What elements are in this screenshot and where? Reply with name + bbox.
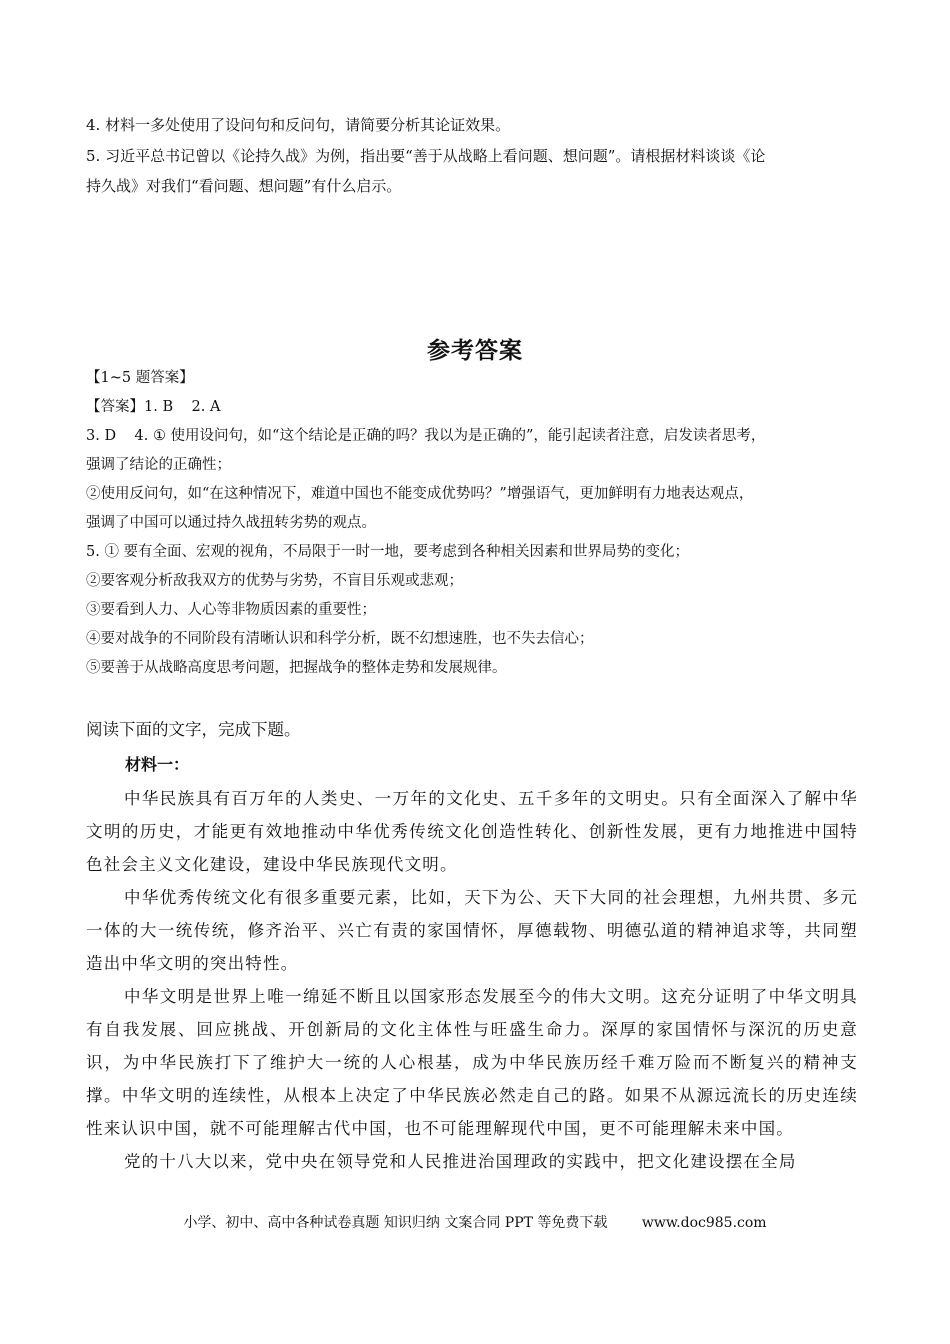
footer-url: www.doc985.com: [641, 1215, 767, 1231]
page-footer: [0, 1212, 950, 1232]
material-paragraph: 中华民族具有百万年的人类史、一万年的文化史、五千多年的文明史。只有全面深入了解中华文明的历史，才能更有效地推动中华优秀传统文化创造性转化、创新性发展，更有力地推进中国特色社会主义文化建设，建设中华民族现代文明。: [86, 789, 858, 874]
answer-line: ④要对战争的不同阶段有清晰认识和科学分析，既不幻想速胜，也不失去信心；: [86, 631, 594, 647]
material-paragraph: 党的十八大以来，党中央在领导党和人民推进治国理政的实践中，把文化建设摆在全局: [123, 1152, 797, 1171]
question-5-line2: 持久战》对我们“看问题、想问题”有什么启示。: [86, 177, 402, 195]
material-paragraph: 中华优秀传统文化有很多重要元素，比如，天下为公、天下大同的社会理想，九州共贯、多元一体的大一统传统，修齐治平、兴亡有责的家国情怀，厚德载物、明德弘道的精神追求等，共同塑造出中华文明的突出特性。: [86, 888, 858, 973]
answer-line: 3. D 4. ① 使用设问句，如“这个结论是正确的吗？我以为是正确的”，能引起读者注意，启发读者思考，: [86, 428, 766, 444]
answer-line: 强调了中国可以通过持久战扭转劣势的观点。: [86, 515, 376, 531]
answer-line: 【答案】1. B 2. A: [86, 399, 221, 415]
answer-line: 强调了结论的正确性；: [86, 457, 231, 473]
answer-line: 5. ① 要有全面、宏观的视角，不局限于一时一地，要考虑到各种相关因素和世界局势的变化；: [86, 544, 690, 560]
footer-text: 小学、初中、高中各种试卷真题 知识归纳 文案合同 PPT 等免费下载: [183, 1215, 608, 1231]
answer-header: 【1~5 题答案】: [86, 370, 194, 386]
answer-line: ②使用反问句，如“在这种情况下，难道中国也不能变成优势吗？”增强语气，更加鲜明有力地表达观点，: [86, 486, 754, 502]
answer-title: 参考答案: [427, 337, 523, 364]
answer-line: ③要看到人力、人心等非物质因素的重要性；: [86, 602, 376, 618]
question-5-line1: 5. 习近平总书记曾以《论持久战》为例，指出要“善于从战略上看问题、想问题”。请根据材料谈谈《论: [86, 147, 766, 165]
answer-block: [86, 364, 876, 683]
question-4: 4. 材料一多处使用了设问句和反问句，请简要分析其论证效果。: [86, 116, 511, 134]
material-paragraph: 中华文明是世界上唯一绵延不断且以国家形态发展至今的伟大文明。这充分证明了中华文明具有自我发展、回应挑战、开创新局的文化主体性与旺盛生命力。深厚的家国情怀与深沉的历史意识，为中华民族打下了维护大一统的人心根基，成为中华民族历经千难万险而不断复兴的精神支撑。中华文明的连续性，从根本上决定了中华民族必然走自己的路。如果不从源远流长的历史连续性来认识中国，就不可能理解古代中国，也不可能理解现代中国，更不可能理解未来中国。: [86, 987, 858, 1138]
material-text: [86, 782, 858, 1178]
answer-line: ⑤要善于从战略高度思考问题，把握战争的整体走势和发展规律。: [86, 660, 507, 676]
material-label: 材料一：: [125, 755, 190, 774]
answer-line: ②要客观分析敌我双方的优势与劣势，不盲目乐观或悲观；: [86, 573, 463, 589]
reading-instruction: 阅读下面的文字，完成下题。: [86, 720, 301, 739]
